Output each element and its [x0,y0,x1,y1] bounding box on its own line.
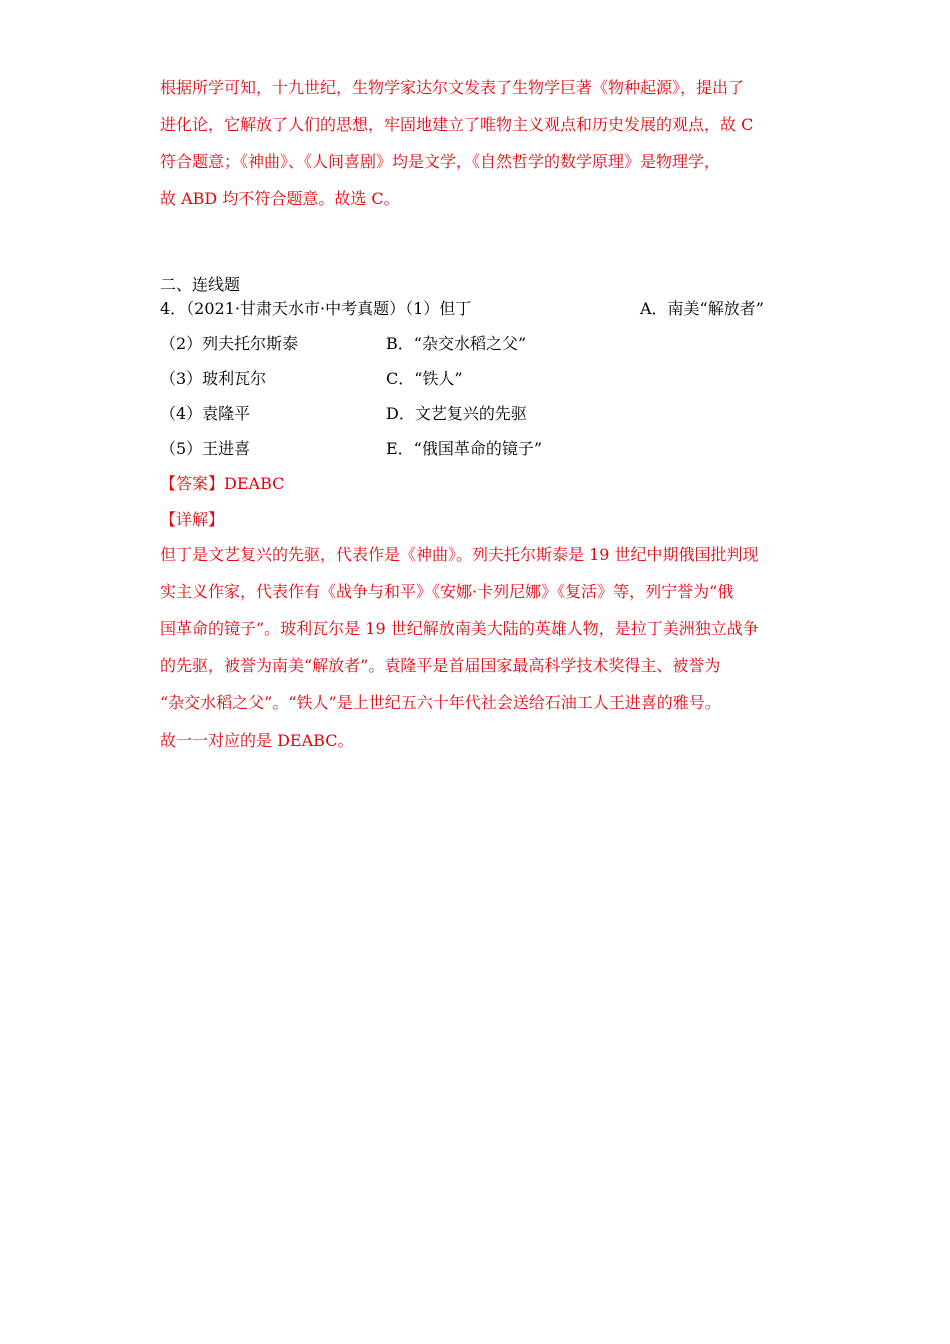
person-item: （2）列夫托尔斯泰 [160,334,299,353]
option-item: E．“俄国革命的镜子” [386,439,543,458]
intro-line-1: 根据所学可知，十九世纪，生物学家达尔文发表了生物学巨著《物种起源》，提出了 [160,78,745,97]
section-heading: 二、连线题 [160,275,241,294]
option-item: C．“铁人” [386,369,463,388]
option-item: D．文艺复兴的先驱 [386,404,527,423]
explanation-label: 【详解】 [160,510,225,529]
explanation-line-4: 的先驱，被誉为南美“解放者”。袁隆平是首届国家最高科学技术奖得主、被誉为 [160,656,721,675]
question-row-3 [160,369,463,389]
intro-line-3: 符合题意；《神曲》、《人间喜剧》均是文学，《自然哲学的数学原理》是物理学， [160,152,721,171]
question-row-1 [160,299,800,319]
explanation-line-1: 但丁是文艺复兴的先驱，代表作是《神曲》。列夫托尔斯泰是 19 世纪中期俄国批判现 [160,545,759,564]
question-row-2 [160,334,527,354]
question-row-5 [160,439,543,459]
option-item: B．“杂交水稻之父” [386,334,527,353]
person-item: （3）玻利瓦尔 [160,369,267,388]
question-stem: 4．（2021·甘肃天水市·中考真题）（1）但丁 [160,299,472,318]
option-a: A．南美“解放者” [640,299,764,318]
intro-line-4: 故 ABD 均不符合题意。故选 C。 [160,189,400,208]
answer-line: 【答案】DEABC [160,474,285,493]
intro-line-2: 进化论，它解放了人们的思想，牢固地建立了唯物主义观点和历史发展的观点，故 C [160,115,754,134]
explanation-line-2: 实主义作家，代表作有《战争与和平》《安娜·卡列尼娜》《复活》等，列宁誉为“俄 [160,582,734,601]
explanation-line-6: 故一一对应的是 DEABC。 [160,731,354,750]
person-item: （4）袁隆平 [160,404,251,423]
person-item: （5）王进喜 [160,439,251,458]
explanation-line-3: 国革命的镜子”。玻利瓦尔是 19 世纪解放南美大陆的英雄人物，是拉丁美洲独立战争 [160,619,759,638]
question-row-4 [160,404,527,424]
explanation-line-5: “杂交水稻之父”。“铁人”是上世纪五六十年代社会送给石油工人王进喜的雅号。 [160,693,721,712]
